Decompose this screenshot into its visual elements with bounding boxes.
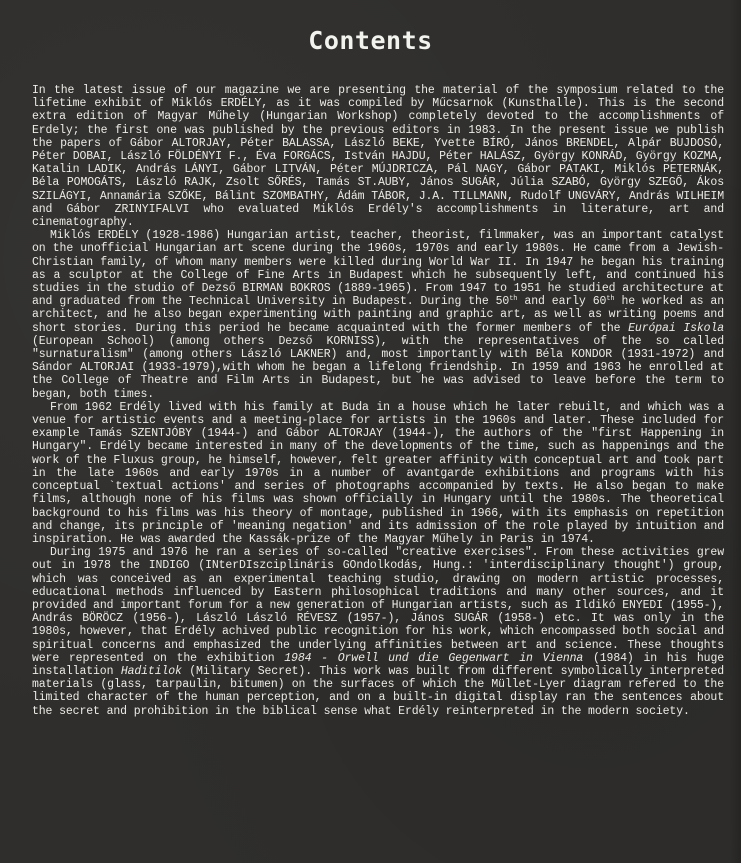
superscript-th-1: th (509, 295, 518, 304)
paragraph-biography-text-b: and early 60 (517, 295, 607, 309)
paragraph-creative-text-c: (Military Secret). This work was built from different symbolically interpreted materials (glass, tarpaulin, bitumen) on the surfaces of which the Müllet-Lyer diagram refered to the limited character of the human perception, and on a built-in digital display ran the sentences about the secret and prohibition in the biblical sense what Erdély reinterpreted in the modern society. (32, 664, 725, 718)
paragraph-biography (32, 229, 724, 401)
page-edge-shadow (729, 0, 741, 863)
paragraph-biography-text-c: he worked as an architect, and he also began experimenting with painting and graphic art, as well as writing poems and short stories. During this period he became acquainted with the former members of the (32, 295, 724, 335)
paragraph-creative-text-b: (1984) in his huge installation (32, 651, 725, 678)
superscript-th-2: th (606, 295, 615, 304)
page-title: Contents (308, 26, 433, 55)
italic-exhibition-title: 1984 - Orwell und die Gegenwart in Vienna (284, 651, 584, 665)
article-body (32, 84, 724, 718)
italic-installation-title: Haditilok (120, 664, 182, 678)
italic-europai-iskola: Európai Iskola (628, 321, 725, 335)
paragraph-buda-house: From 1962 Erdély lived with his family at Buda in a house which he later rebuilt, and which was a venue for artistic events and a meeting-place for artists in the 1960s and later. These included for example Tamás SZENTJÓBY (1944-) and Gábor ALTORJAY (1944-), the authors of the "first Happening in Hungary". Erdély became interested in many of the developments of the time, such as happenings and the work of the Fluxus group, he himself, however, felt greater affinity with conceptual art and took part in the late 1960s and early 1970s in a number of avantgarde exhibitions and programs with his conceptual `textual actions' and series of photographs accompanied by texts. He also began to make films, although none of his films was shown officially in Hungary until the 1980s. The theoretical background to his films was his theory of montage, published in 1966, with its emphasis on repetition and change, its principle of 'meaning negation' and its admission of the role played by intuition and inspiration. He was awarded the Kassák-prize of the Magyar Műhely in Paris in 1974. (32, 400, 724, 546)
paragraph-biography-text-a: Miklós ERDÉLY (1928-1986) Hungarian artist, teacher, theorist, filmmaker, was an important catalyst on the unofficial Hungarian art scene during the 1960s, 1970s and early 1980s. He came from a Jewish-Christian family, of whom many members were killed during World War II. In 1947 he began his training as a sculptor at the College of Fine Arts in Budapest which he subsequently left, and continued his studies in the studio of Dezső BIRMAN BOKROS (1889-1965). From 1947 to 1951 he studied architecture at and graduated from the Technical University in Budapest. During the 50 (32, 229, 724, 309)
paragraph-intro: In the latest issue of our magazine we are presenting the material of the symposium related to the lifetime exhibit of Miklós ERDÉLY, as it was compiled by Műcsarnok (Kunsthalle). This is the second extra edition of Magyar Műhely (Hungarian Workshop) completely devoted to the accomplishments of Erdely; the first one was published by the previous editors in 1983. In the present issue we publish the papers of Gábor ALTORJAY, Péter BALASSA, László BEKE, Yvette BÍRÓ, János BRENDEL, Alpár BUJDOSÓ, Péter DOBAI, László FÖLDÉNYI F., Éva FORGÁCS, István HAJDU, Péter HALÁSZ, György KONRÁD, György KOZMA, Katalin LADIK, András LÁNYI, Gábor LITVÁN, Péter MÚJDRICZA, Pál NAGY, Gábor PATAKI, Miklós PETERNÁK, Béla POMOGÁTS, László RAJK, Zsolt SŐRÉS, Tamás ST.AUBY, János SUGÁR, Júlia SZABÓ, György SZEGŐ, Ákos SZILÁGYI, Annamária SZŐKE, Bálint SZOMBATHY, Ádám TÁBOR, J.A. TILLMANN, Rudolf UNGVÁRY, András WILHEIM and Gábor ZRINYIFALVI who evaluated Miklós Erdély's accomplishments in literature, art and cinematography. (32, 84, 724, 230)
paragraph-creative-text-a: During 1975 and 1976 he ran a series of so-called "creative exercises". From these activities grew out in 1978 the INDIGO (INterDIszciplináris GOndolkodás, Hung.: 'interdisciplinary thought') group, which was conceived as an experimental teaching studio, drawing on modern artistic processes, educational methods influenced by Eastern philosophical traditions and many other sources, and it provided and important forum for a new generation of Hungarian artists, such as Ildikó ENYEDI (1955-), András BÖRÖCZ (1956-), László László RÉVESZ (1957-), János SUGÁR (1958-) etc. It was only in the 1980s, however, that Erdély achived public recognition for his work, which encompassed both social and spiritual concerns and emphasized the underlying affinities between art and science. These thoughts were represented on the exhibition (32, 546, 724, 665)
paragraph-biography-text-d: (European School) (among others Dezső KORNISS), with the representatives of the so called "surnaturalism" (among others László LAKNER) and, most importantly with Béla KONDOR (1931-1972) and Sándor ALTORJAI (1933-1979),with whom he began a lifelong friendship. In 1959 and 1963 he enrolled at the College of Theatre and Film Arts in Budapest, but he was advised to leave before the term to began, both times. (32, 334, 724, 401)
paragraph-creative-exercises (32, 546, 724, 718)
